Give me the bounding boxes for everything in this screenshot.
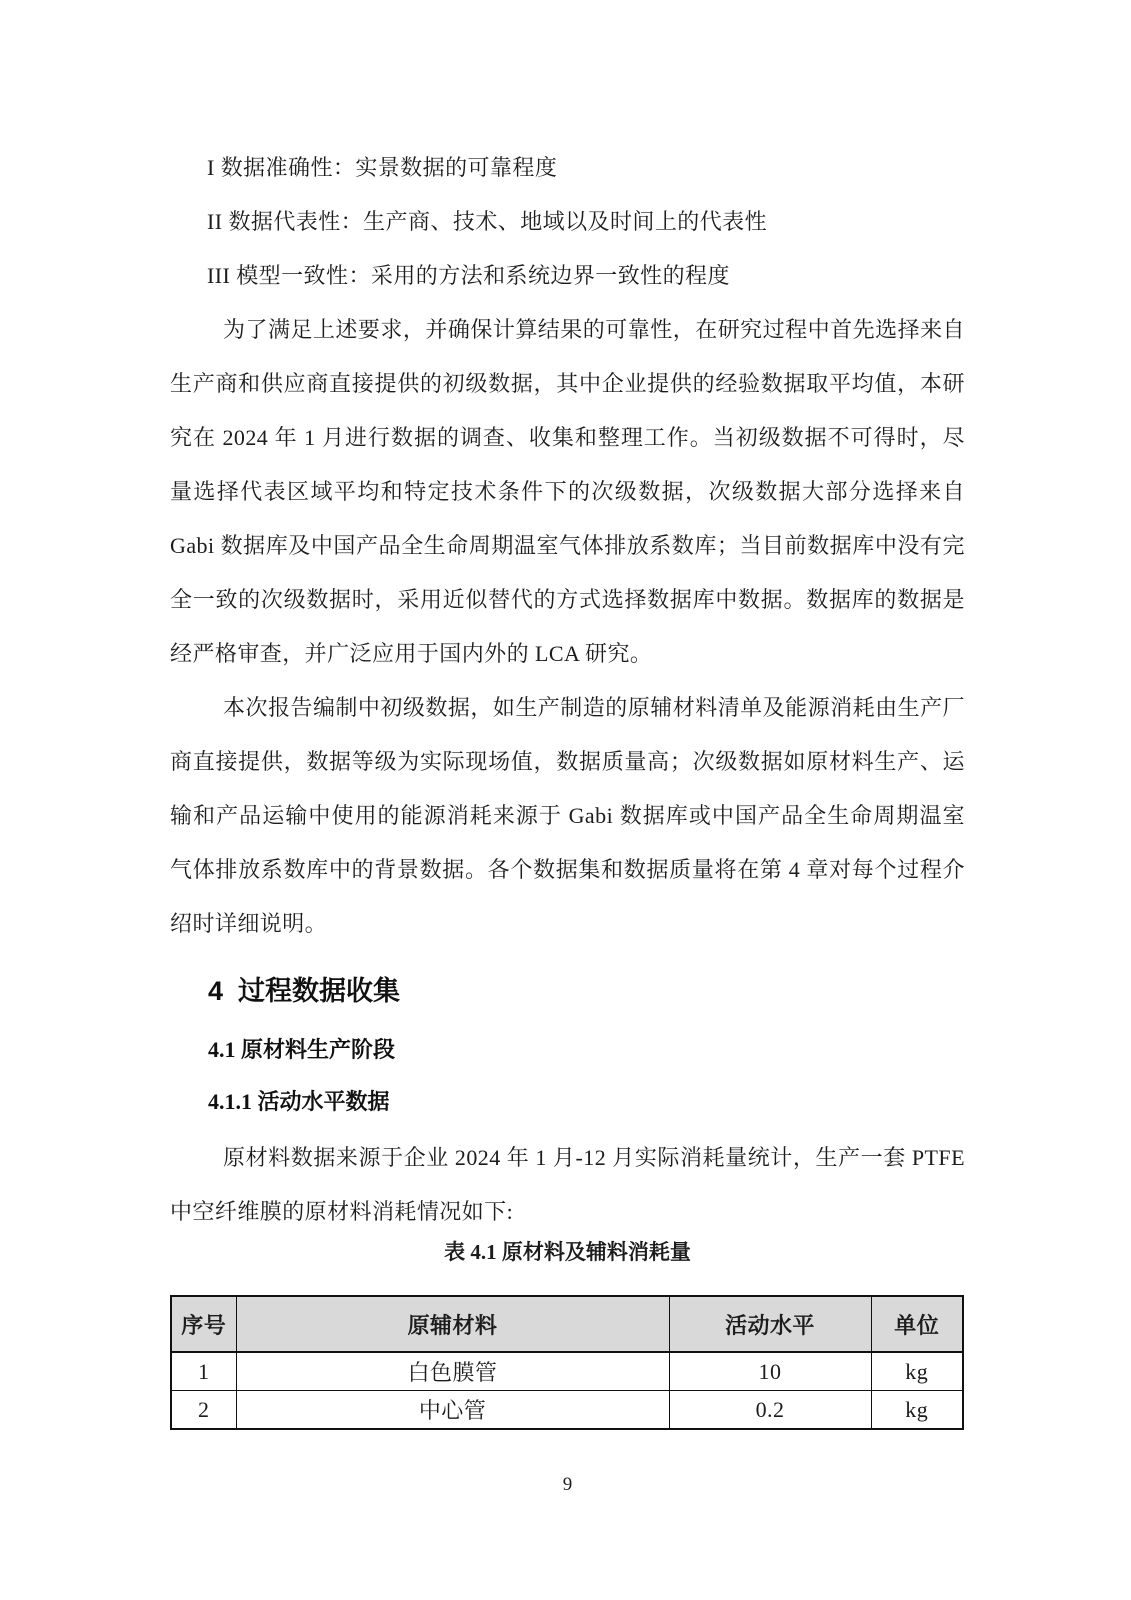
cell-activity-level: 10 [669, 1352, 871, 1391]
materials-consumption-table [170, 1295, 964, 1430]
page-number: 9 [562, 1474, 573, 1495]
subsection-heading-4-1: 4.1 原材料生产阶段 [208, 1037, 396, 1062]
criterion-representativeness: II 数据代表性：生产商、技术、地域以及时间上的代表性 [207, 209, 768, 234]
page-content [170, 0, 965, 1498]
criterion-accuracy: I 数据准确性：实景数据的可靠程度 [207, 155, 558, 180]
data-quality-criteria-list [170, 141, 965, 303]
col-header-unit: 单位 [871, 1296, 963, 1352]
cell-unit: kg [871, 1352, 963, 1391]
paragraph-raw-material-source: 原材料数据来源于企业 2024 年 1 月-12 月实际消耗量统计，生产一套 PTFE 中空纤维膜的原材料消耗情况如下: [170, 1145, 965, 1224]
cell-index: 1 [171, 1352, 236, 1391]
table-row [171, 1391, 963, 1430]
col-header-index: 序号 [171, 1296, 236, 1352]
subsection-heading-4-1-1: 4.1.1 活动水平数据 [208, 1089, 390, 1114]
table-header-row [171, 1296, 963, 1352]
cell-unit: kg [871, 1391, 963, 1430]
cell-material: 中心管 [236, 1391, 669, 1430]
section-heading-4: 4 过程数据收集 [208, 976, 401, 1006]
table-row [171, 1352, 963, 1391]
paragraph-primary-secondary-data: 本次报告编制中初级数据，如生产制造的原辅材料清单及能源消耗由生产厂商直接提供，数据等级为实际现场值，数据质量高；次级数据如原材料生产、运输和产品运输中使用的能源消耗来源于 Gabi 数据库或中国产品全生命周期温室气体排放系数库中的背景数据。各个数据集和数据质量将在第 4 章对每个过程介绍时详细说明。 [170, 695, 965, 936]
cell-index: 2 [171, 1391, 236, 1430]
cell-activity-level: 0.2 [669, 1391, 871, 1430]
col-header-activity-level: 活动水平 [669, 1296, 871, 1352]
cell-material: 白色膜管 [236, 1352, 669, 1391]
criterion-consistency: III 模型一致性：采用的方法和系统边界一致性的程度 [207, 263, 730, 288]
col-header-material: 原辅材料 [236, 1296, 669, 1352]
table-caption: 表 4.1 原材料及辅料消耗量 [444, 1240, 691, 1264]
paragraph-data-selection: 为了满足上述要求，并确保计算结果的可靠性，在研究过程中首先选择来自生产商和供应商直接提供的初级数据，其中企业提供的经验数据取平均值，本研究在 2024 年 1 月进行数据的调查、收集和整理工作。当初级数据不可得时，尽量选择代表区域平均和特定技术条件下的次级数据，次级数据大部分选择来自 Gabi 数据库及中国产品全生命周期温室气体排放系数库；当目前数据库中没有完全一致的次级数据时，采用近似替代的方式选择数据库中数据。数据库的数据是经严格审查，并广泛应用于国内外的 LCA 研究。 [170, 317, 965, 666]
